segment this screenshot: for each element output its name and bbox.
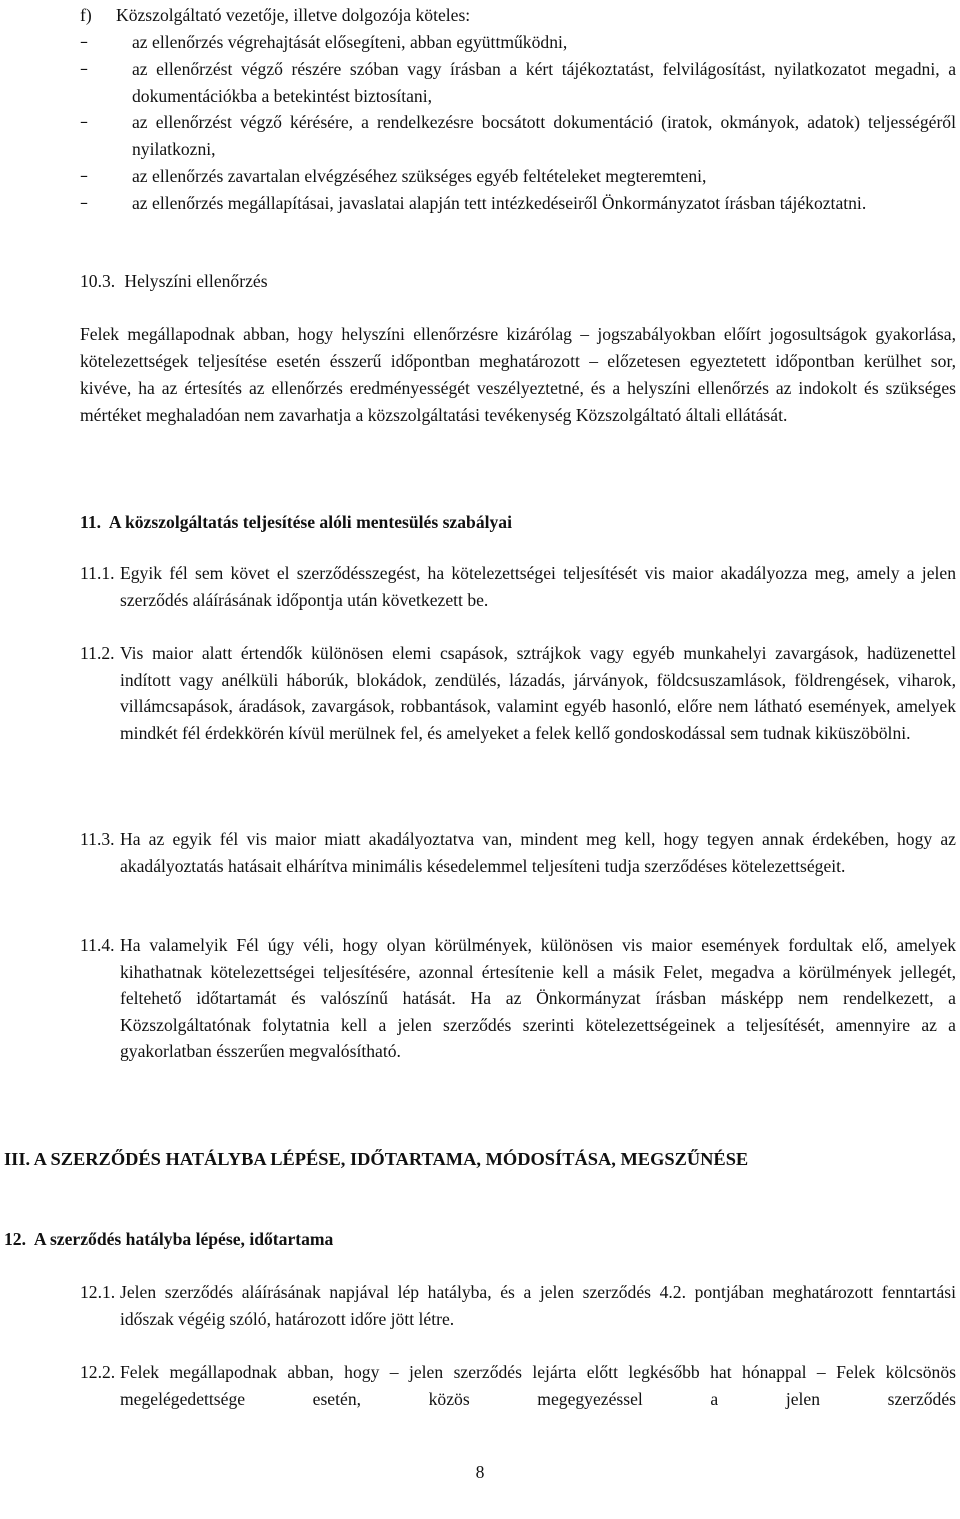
list-item bbox=[80, 109, 956, 163]
dash-bullet: – bbox=[80, 112, 88, 132]
chapter-heading-iii: III. A SZERZŐDÉS HATÁLYBA LÉPÉSE, IDŐTARTAMA, MÓDOSÍTÁSA, MEGSZŰNÉSE bbox=[4, 1149, 749, 1169]
subsection-text: Felek megállapodnak abban, hogy – jelen szerződés lejárta előtt legkésőbb hat hónappal – Felek kölcsönös megelégedettsége esetén, közös megegyezéssel a jelen szerződés bbox=[120, 1362, 956, 1409]
item-text: Közszolgáltató vezetője, illetve dolgozója köteles: bbox=[116, 5, 471, 25]
subsection-11-1 bbox=[80, 560, 956, 613]
subsection-12-1 bbox=[80, 1279, 956, 1332]
subsection-number: 11.2. bbox=[80, 643, 115, 663]
subsection-text: Ha az egyik fél vis maior miatt akadályoztatva van, mindent meg kell, hogy tegyen annak érdekében, hogy az akadályoztatás hatásait elhárítva minimális késedelemmel teljesíteni tudja szerződéses kötelezettségeit. bbox=[120, 829, 956, 876]
list-item bbox=[80, 56, 956, 110]
list-item-text: az ellenőrzés zavartalan elvégzéséhez szükséges egyéb feltételeket megteremteni, bbox=[132, 165, 707, 186]
subsection-11-3 bbox=[80, 826, 956, 879]
list-item-text: az ellenőrzést végző részére szóban vagy írásban a kért tájékoztatást, felvilágosítást, nyilatkozatot megadni, a dokumentációkba a betekintést biztosítani, bbox=[132, 58, 956, 106]
subsection-text: Jelen szerződés aláírásának napjával lép hatályba, és a jelen szerződés 4.2. pontjában meghatározott fenntartási időszak végéig szóló, határozott időre jött létre. bbox=[120, 1282, 956, 1329]
list-item-text: az ellenőrzés megállapításai, javaslatai alapján tett intézkedéseiről Önkormányzatot írásban tájékoztatni. bbox=[132, 192, 867, 213]
page-number: 8 bbox=[475, 1462, 485, 1482]
section-heading-12: 12. A szerződés hatályba lépése, időtartama bbox=[4, 1229, 334, 1249]
section-number: 10.3. bbox=[80, 271, 116, 291]
subsection-11-4 bbox=[80, 932, 956, 1065]
dash-bullet: – bbox=[80, 32, 88, 51]
subsection-number: 12.2. bbox=[80, 1362, 116, 1382]
obligation-list bbox=[80, 29, 956, 217]
section-heading-11: 11. A közszolgáltatás teljesítése alóli mentesülés szabályai bbox=[80, 512, 512, 532]
subsection-text: Ha valamelyik Fél úgy véli, hogy olyan körülmények, különösen vis maior események fordultak elő, amelyek kihathatnak kötelezettségei teljesítésére, azonnal értesítenie kell a másik Felet, megadva a körülmények jellegét, feltehető időtartamát és valószínű hatását. Ha az Önkormányzat írásban másképp nem rendelkezett, a Közszolgáltatónak folytatnia kell a jelen szerződés szerinti kötelezettségeinek a teljesítését, amennyire az a gyakorlatban ésszerűen megvalósítható. bbox=[120, 935, 956, 1062]
subsection-number: 11.3. bbox=[80, 829, 115, 849]
subsection-11-2 bbox=[80, 640, 956, 746]
section-title: Helyszíni ellenőrzés bbox=[124, 271, 268, 291]
list-item-text: az ellenőrzés végrehajtását elősegíteni, abban együttműködni, bbox=[132, 32, 568, 52]
subsection-12-2 bbox=[80, 1359, 956, 1412]
subsection-number: 11.4. bbox=[80, 935, 115, 955]
item-label: f) bbox=[80, 5, 92, 25]
subsection-text: Egyik fél sem követ el szerződésszegést, ha kötelezettségei teljesítését vis maior akadályozza meg, amely a jelen szerződés aláírásának időpontja után következett be. bbox=[120, 563, 956, 610]
list-item bbox=[80, 29, 956, 56]
subsection-number: 11.1. bbox=[80, 563, 115, 583]
paragraph-10-3: Felek megállapodnak abban, hogy helyszíni ellenőrzésre kizárólag – jogszabályokban előírt jogosultságok gyakorlása, kötelezettségek teljesítése esetén ésszerű időpontban meghatározott – előzetesen egyeztetett időpontban kerülhet sor, kivéve, ha az értesítés az ellenőrzés eredményességét veszélyeztetné, és a helyszíni ellenőrzés az indokolt és szükséges mértéket meghaladóan nem zavarhatja a közszolgáltatási tevékenység Közszolgáltató általi ellátását. bbox=[80, 324, 956, 425]
list-item bbox=[80, 163, 956, 190]
list-item-text: az ellenőrzést végző kérésére, a rendelkezésre bocsátott dokumentáció (iratok, okmányok, adatok) teljességéről nyilatkozni, bbox=[132, 112, 956, 160]
section-heading-10-3 bbox=[80, 268, 268, 294]
subsection-number: 12.1. bbox=[80, 1282, 116, 1302]
dash-bullet: – bbox=[80, 192, 88, 212]
dash-bullet: – bbox=[80, 165, 88, 185]
subsection-text: Vis maior alatt értendők különösen elemi csapások, sztrájkok vagy egyéb munkahelyi zavargások, hadüzenettel indított vagy anélküli háborúk, blokádok, zendülés, lázadás, járványok, földcsuszamlások, földrengések, viharok, villámcsapások, áradások, zavargások, robbantások, valamint egyéb hasonló, előre nem látható események, amelyek mindkét fél érdekkörén kívül merülnek fel, és amelyeket a felek kellő gondoskodással sem tudnak kiküszöbölni. bbox=[120, 643, 956, 743]
list-item bbox=[80, 190, 956, 217]
dash-bullet: – bbox=[80, 58, 88, 78]
